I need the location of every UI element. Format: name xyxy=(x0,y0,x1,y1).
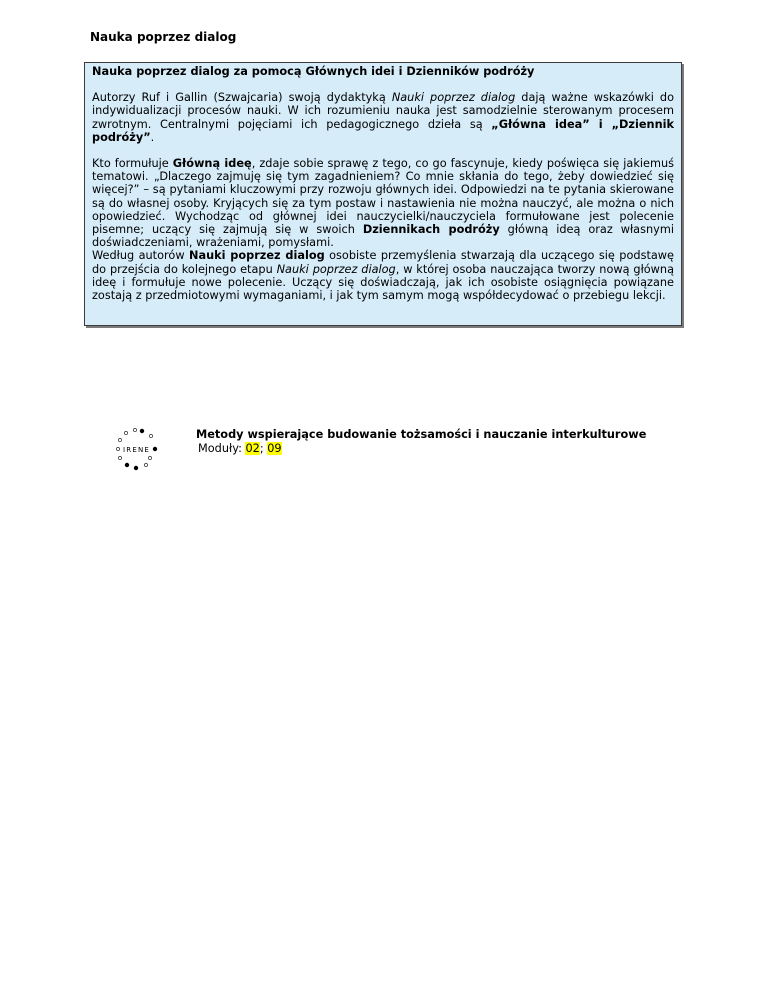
strong-text: „Główna idea” i „Dziennik podróży” xyxy=(92,117,674,144)
emphasis-text: Nauki poprzez dialog xyxy=(391,91,516,105)
strong-text: Nauki poprzez dialog xyxy=(189,249,325,263)
text-run: główną ideą oraz własnymi doświadczeniami, wrażeniami, pomysłami. xyxy=(92,223,674,250)
box-title: Nauka poprzez dialog za pomocą Głównych idei i Dzienników podróży xyxy=(92,65,535,78)
footer xyxy=(112,422,672,482)
irene-logo-icon xyxy=(112,422,172,482)
paragraph-intro xyxy=(92,91,674,144)
text-run: . xyxy=(150,130,155,144)
text-run: Kto formułuje xyxy=(92,157,173,171)
modules-line xyxy=(196,442,646,456)
page-header: Nauka poprzez dialog xyxy=(90,30,237,44)
emphasis-text: Nauki poprzez dialog xyxy=(276,262,396,276)
text-run: , zdaje sobie sprawę z tego, co go fascynuje, kiedy poświęca się jakiemuś tematowi. „Dlaczego zajmuję się tym zagadnieniem? Co mnie skłania do tego, żeby dowiedzieć się więcej?” – są pytaniami kluczowymi przy rozwoju głównych idei. Odpowiedzi na te pytania skierowane są do własnej osoby. Kryjących się za tym postaw i nastawienia nie można nauczyć, ale można o nich opowiedzieć. Wychodząc od głównej idei nauczycielki/nauczyciela formułowane jest polecenie pisemne; uczący się zajmują się w swoich xyxy=(92,157,675,237)
module-link-09[interactable]: 09 xyxy=(267,442,282,455)
paragraph-authors xyxy=(92,249,674,302)
modules-separator: ; xyxy=(259,442,268,455)
logo-text: IRENE xyxy=(123,446,151,454)
footer-text xyxy=(196,428,646,456)
text-run: , w której osoba nauczająca tworzy nową główną ideę i formułuje nowe polecenie. Uczący się doświadczają, jak ich osobiste osiągnięcia powiązane zostają z przedmiotowymi wymaganiami, i jak tym samym mogą współdecydować o przebiegu lekcji. xyxy=(92,262,675,303)
text-run: osobiste przemyślenia stwarzają dla uczącego się podstawę do przejścia do kolejnego etapu xyxy=(92,249,674,276)
strong-text: Główną ideę xyxy=(172,157,252,171)
text-run: dają ważne wskazówki do indywidualizacji procesów nauki. W ich rozumieniu nauka jest samodzielnie sterowanym procesem zwrotnym. Centralnymi pojęciami ich pedagogicznego dzieła są xyxy=(92,91,674,131)
text-run: Autorzy Ruf i Gallin (Szwajcaria) swoją dydaktyką xyxy=(92,91,392,105)
paragraph-main-idea xyxy=(92,157,674,249)
footer-title: Metody wspierające budowanie tożsamości i nauczanie interkulturowe xyxy=(196,428,647,441)
irene-logo xyxy=(112,422,172,482)
text-run: Według autorów xyxy=(92,249,190,263)
modules-label: Moduły: xyxy=(198,442,246,455)
module-link-02[interactable]: 02 xyxy=(245,442,260,455)
strong-text: Dziennikach podróży xyxy=(362,223,500,237)
info-box xyxy=(84,62,682,326)
